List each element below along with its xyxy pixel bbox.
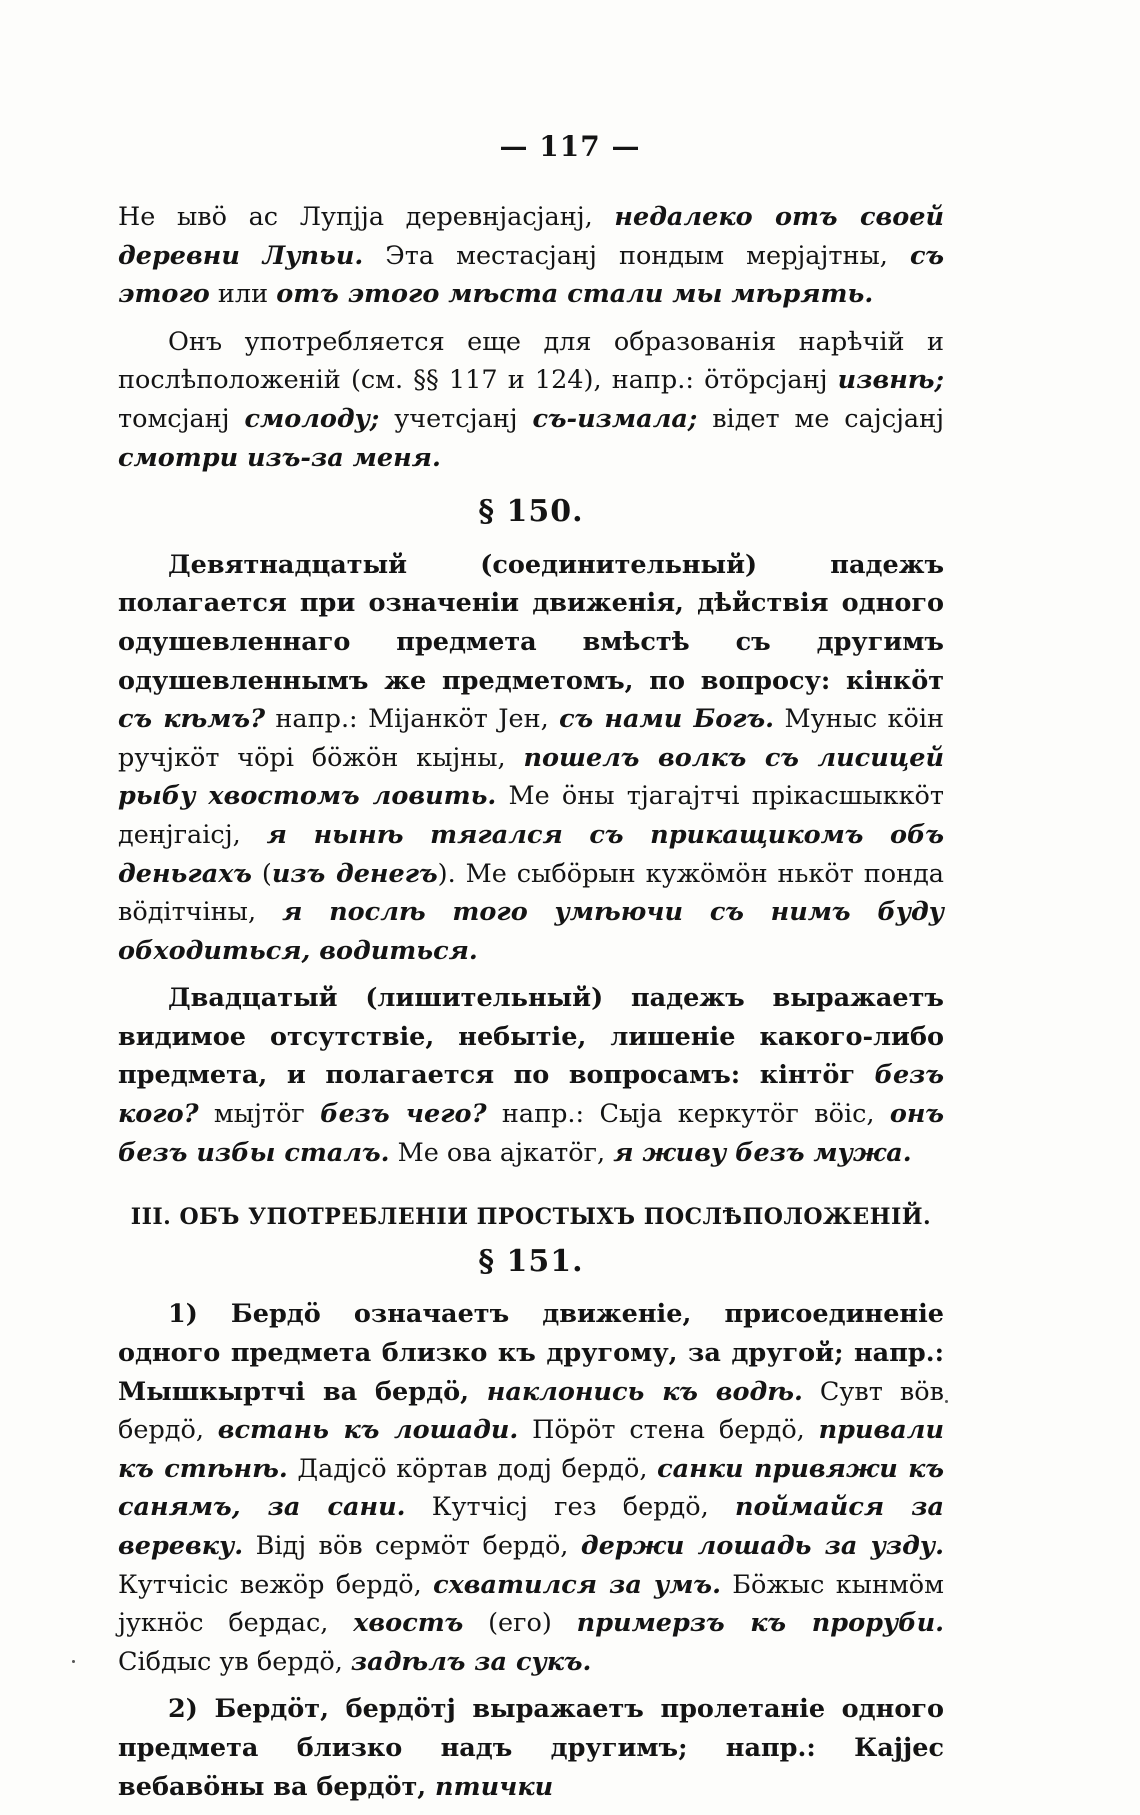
chapter-heading-postpositions: III. ОБЪ УПОТРЕБЛЕНІИ ПРОСТЫХЪ ПОСЛѢПОЛОЖЕНІЙ. (130, 1204, 932, 1231)
komi-text: Эта местасјанј пондым мерјајтны, (363, 240, 910, 271)
komi-text: Муныс кӧiн ручјкӧт чӧрi бӧжӧн кыјны, (118, 704, 945, 773)
paragraph-privative-case (118, 979, 944, 1172)
russian-translation: наклонись къ водѣ. (486, 1376, 803, 1407)
komi-text: учетсјанј (379, 403, 533, 434)
russian-translation: держи лошадь за узду. (580, 1531, 944, 1561)
komi-text: Ме ова ајкатӧг, (389, 1137, 614, 1168)
russian-translation: я живу безъ мужа. (613, 1137, 912, 1168)
russian-translation: привали къ стѣнѣ. (118, 1415, 944, 1484)
paragraph-comitative-case (118, 546, 944, 971)
section-heading-150: § 150. (478, 494, 584, 530)
russian-translation: смотри изъ-за меня. (118, 442, 441, 473)
komi-text: Не ывӧ ас Лупјја деревнјасјанј, (118, 202, 615, 232)
body-text: 1) Бердӧ означаетъ движеніе, присоединеніе одного предмета близко къ другому, за другой; напр.: Мышкыртчi ва бердӧ, (118, 1299, 944, 1407)
russian-translation: схватился за умъ. (433, 1569, 721, 1600)
russian-translation: встань къ лошади. (217, 1415, 519, 1446)
komi-text: Кутчiсј гез бердӧ, (405, 1492, 735, 1523)
russian-translation: съ кѣмъ? (118, 704, 266, 735)
russian-translation: съ этого (118, 240, 945, 310)
komi-text: Сувт вӧв бердӧ, (118, 1376, 944, 1446)
paragraph-lupja-example (118, 198, 944, 314)
komi-text: напр.: Мiјанкӧт Јен, (265, 704, 560, 735)
punctuation: ( (463, 1608, 499, 1639)
komi-text: ). Ме сыбӧрын кужӧмӧн нькӧт понда вӧдiтчiны, (118, 858, 944, 928)
komi-text: Пӧрӧт стена бердӧ, (518, 1415, 819, 1446)
russian-translation: онъ безъ избы сталъ. (118, 1099, 944, 1168)
body-text: Девятнадцатый (соединительный) падежъ полагается при означеніи движенія, дѣйствія одного одушевленнаго предмета вмѣстѣ съ другимъ одушевленнымъ же предметомъ, по вопросу: кiнкӧт (118, 549, 944, 696)
page-number: — 117 — (499, 130, 641, 163)
russian-translation: я послѣ того умѣючи съ нимъ буду обходиться, водиться. (118, 897, 944, 966)
page-body (118, 198, 944, 1815)
paper-speck (72, 1660, 75, 1663)
russian-translation: я нынѣ тягался съ прикащикомъ объ деньгахъ (118, 819, 944, 889)
body-text: 2) Бердӧт, бердӧтј выражаетъ пролетаніе одного предмета близко надъ другимъ; напр.: Кајјес вебавӧны ва бердӧт, (118, 1694, 944, 1802)
body-text: Онъ употребляется еще для образованія нарѣчій и послѣположеній (см. §§ 117 и 124), напр.: ӧтӧрсјанј (118, 326, 944, 396)
komi-text: Дадјсӧ кӧртав додј бердӧ, (287, 1453, 658, 1484)
komi-text: мыјтӧг (198, 1099, 321, 1130)
paragraph-berdo (118, 1295, 944, 1681)
russian-translation: съ-измала; (532, 403, 698, 434)
russian-translation: поймайся за веревку. (118, 1492, 945, 1561)
komi-text: Бӧжыс кынмӧм јукнӧс бердас, (118, 1569, 944, 1639)
russian-pronoun: его (498, 1608, 542, 1639)
komi-text: Сiбдыс ув бердӧ, (118, 1646, 351, 1677)
komi-text: напр.: Сыја керкутӧг вӧiс, (486, 1099, 890, 1130)
paragraph-berdot (118, 1690, 944, 1806)
russian-translation: съ нами Богъ. (559, 704, 775, 735)
russian-translation: смолоду; (244, 403, 380, 434)
komi-text: Кутчiсiс вежӧр бердӧ, (118, 1569, 434, 1600)
body-text: Двадцатый (лишительный) падежъ выражаетъ видимое отсутствіе, небытіе, лишеніе какого-либо предмета, и полагается по вопросамъ: кiнтӧг (118, 983, 944, 1091)
russian-translation: изъ денегъ (271, 858, 438, 889)
conjunction-text: или (209, 279, 277, 310)
russian-translation: отъ этого мѣста стали мы мѣрять. (276, 279, 874, 310)
russian-translation: безъ чего? (320, 1099, 487, 1130)
russian-translation: извнѣ; (837, 365, 944, 396)
komi-text: Вiдј вӧв сермӧт бердӧ, (243, 1531, 581, 1561)
russian-translation: примерзъ къ проруби. (576, 1608, 944, 1639)
russian-translation: задѣлъ за сукъ. (350, 1646, 592, 1677)
paper-speck (945, 1400, 948, 1403)
russian-translation: птички (435, 1771, 554, 1802)
punctuation: ) (541, 1608, 577, 1639)
russian-translation: недалеко отъ своей деревни Лупьи. (118, 202, 944, 271)
section-heading-151: § 151. (478, 1243, 584, 1279)
komi-text: вiдет ме сајсјанј (697, 403, 944, 434)
russian-translation: санки привяжи къ санямъ, за сани. (118, 1453, 944, 1523)
komi-text: Ме ӧны тјагајтчi прiкасшыккӧт денјгаiсј, (118, 781, 944, 850)
russian-translation: хвостъ (353, 1608, 464, 1639)
paragraph-adverb-formation (118, 323, 944, 477)
russian-translation: пошелъ волкъ съ лисицей рыбу хвостомъ ловить. (118, 742, 944, 812)
punctuation: ( (251, 858, 272, 889)
komi-text: томсјанј (118, 403, 245, 434)
russian-translation: безъ кого? (118, 1060, 944, 1130)
